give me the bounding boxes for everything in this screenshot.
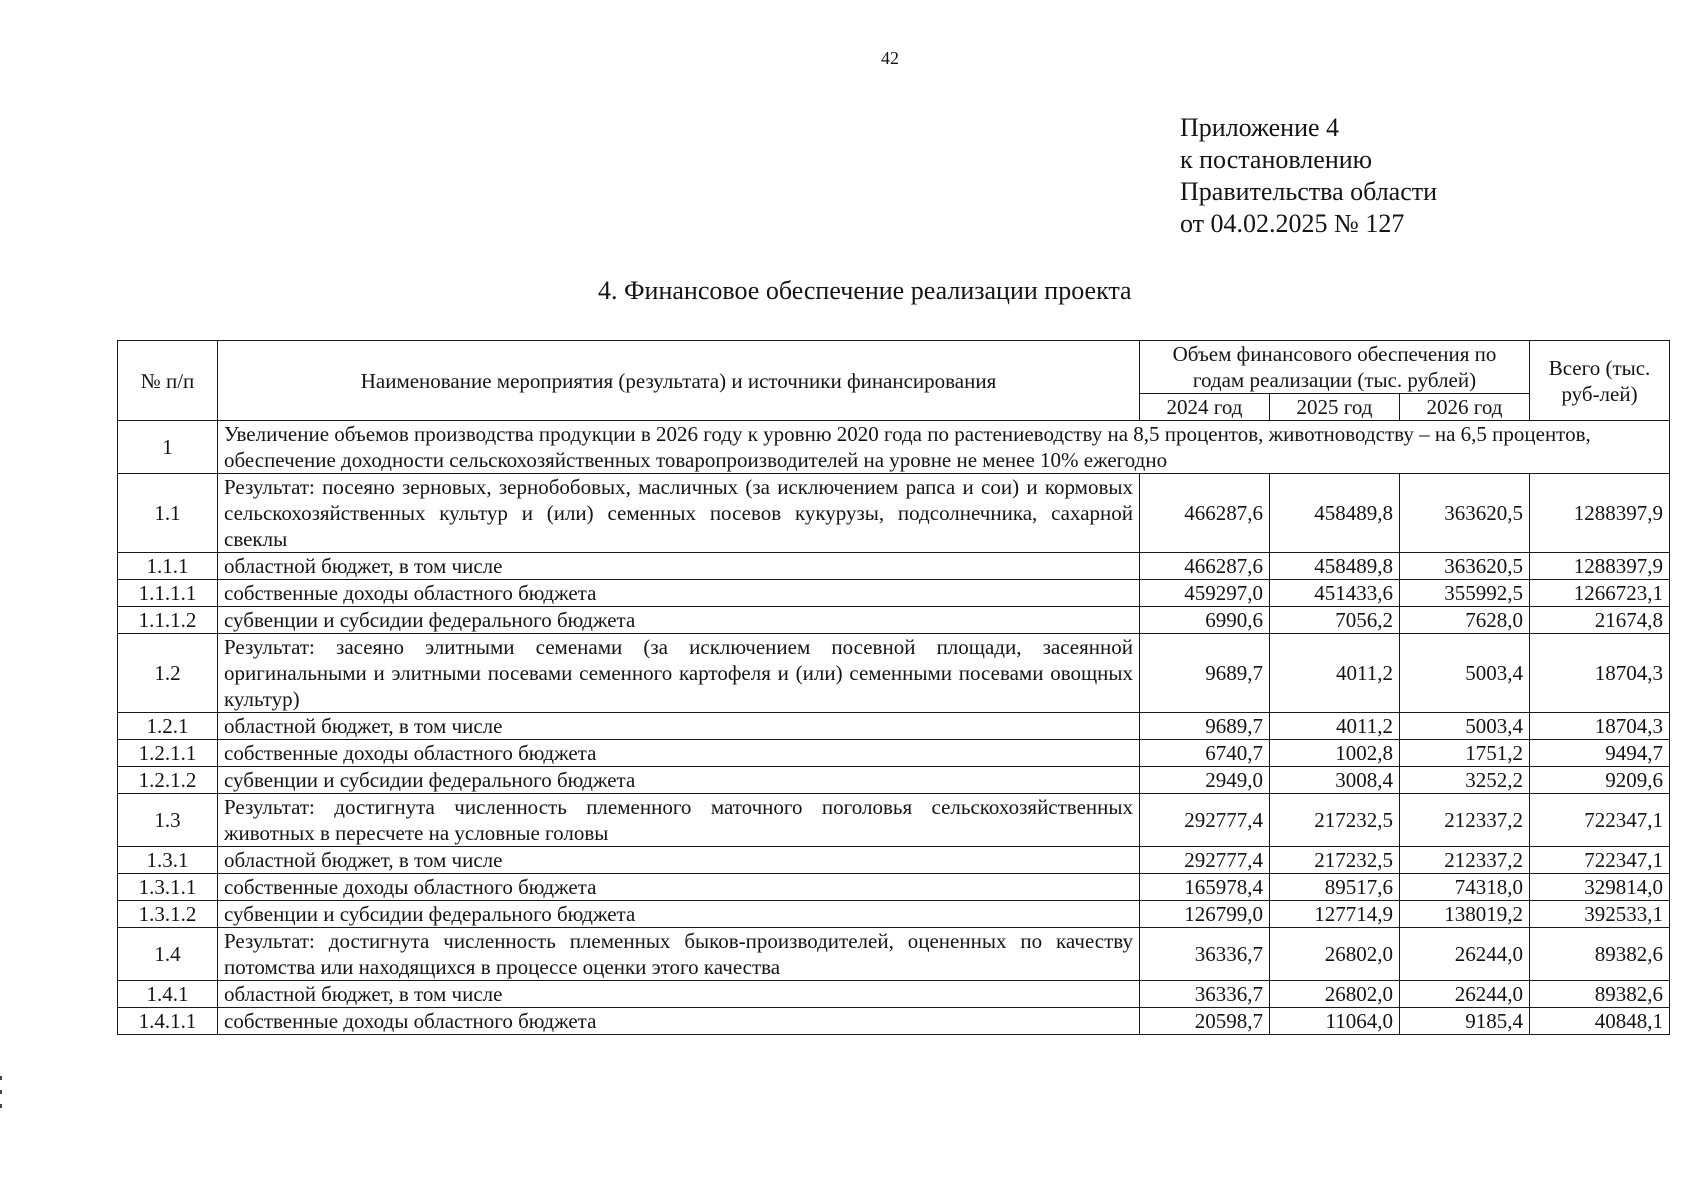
value-total: 18704,3 [1530,713,1670,740]
row-num: 1.1 [118,474,218,553]
value-2025: 1002,8 [1270,740,1400,767]
value-2026: 212337,2 [1400,847,1530,874]
row-name: областной бюджет, в том числе [218,553,1140,580]
value-total: 392533,1 [1530,901,1670,928]
row-name: собственные доходы областного бюджета [218,740,1140,767]
table-row [118,928,1670,981]
value-total: 1288397,9 [1530,553,1670,580]
row-num: 1.4.1 [118,981,218,1008]
row-name: собственные доходы областного бюджета [218,1008,1140,1035]
scan-edge-mark [0,1104,2,1108]
table-row [118,740,1670,767]
header-year-2025: 2025 год [1270,394,1400,421]
appendix-line: Приложение 4 [1180,113,1340,142]
row-name: Результат: достигнута численность племенного маточного поголовья сельскохозяйственных животных в пересчете на условные головы [218,794,1140,847]
value-total: 21674,8 [1530,607,1670,634]
header-year-2026: 2026 год [1400,394,1530,421]
value-total: 329814,0 [1530,874,1670,901]
value-2025: 4011,2 [1270,713,1400,740]
value-2024: 459297,0 [1140,580,1270,607]
row-name: субвенции и субсидии федерального бюджета [218,607,1140,634]
header-volume: Объем финансового обеспечения по годам реализации (тыс. рублей) [1140,341,1530,394]
row-num: 1.4 [118,928,218,981]
table-row [118,767,1670,794]
value-2024: 126799,0 [1140,901,1270,928]
value-2025: 217232,5 [1270,794,1400,847]
row-name: Результат: достигнута численность племенных быков-производителей, оцененных по качеству потомства или находящихся в процессе оценки этого качества [218,928,1140,981]
value-2024: 6990,6 [1140,607,1270,634]
table-row [118,607,1670,634]
appendix-line: к постановлению [1180,145,1373,174]
value-2025: 7056,2 [1270,607,1400,634]
row-name: Результат: засеяно элитными семенами (за исключением посевной площади, засеянной оригинальными и элитными посевами семенного картофеля и (или) семенными посевами овощных культур) [218,634,1140,713]
row-num: 1.3.1.2 [118,901,218,928]
value-2024: 20598,7 [1140,1008,1270,1035]
value-2024: 9689,7 [1140,713,1270,740]
row-num: 1.1.1.2 [118,607,218,634]
value-2024: 292777,4 [1140,794,1270,847]
value-2024: 2949,0 [1140,767,1270,794]
table-row [118,794,1670,847]
table-row [118,713,1670,740]
value-total: 89382,6 [1530,928,1670,981]
row-name: субвенции и субсидии федерального бюджета [218,901,1140,928]
row-name: собственные доходы областного бюджета [218,580,1140,607]
row-name: областной бюджет, в том числе [218,847,1140,874]
row-num: 1.2.1.1 [118,740,218,767]
value-total: 40848,1 [1530,1008,1670,1035]
section-title: 4. Финансовое обеспечение реализации проекта [598,276,1132,305]
value-total: 89382,6 [1530,981,1670,1008]
table-body [118,421,1670,1035]
value-2026: 363620,5 [1400,474,1530,553]
row-name: Результат: посеяно зерновых, зернобобовых, масличных (за исключением рапса и сои) и кормовых сельскохозяйственных культур и (или) семенных посевов кукурузы, подсолнечника, сахарной свеклы [218,474,1140,553]
value-total: 1288397,9 [1530,474,1670,553]
value-2024: 36336,7 [1140,981,1270,1008]
value-2026: 7628,0 [1400,607,1530,634]
value-total: 18704,3 [1530,634,1670,713]
table-row [118,553,1670,580]
value-total: 1266723,1 [1530,580,1670,607]
row-num: 1.2 [118,634,218,713]
value-2026: 5003,4 [1400,713,1530,740]
table-row [118,580,1670,607]
row-name: субвенции и субсидии федерального бюджета [218,767,1140,794]
value-2025: 3008,4 [1270,767,1400,794]
value-2025: 458489,8 [1270,474,1400,553]
value-2026: 3252,2 [1400,767,1530,794]
header-name: Наименование мероприятия (результата) и источники финансирования [218,341,1140,421]
row-name: областной бюджет, в том числе [218,713,1140,740]
value-2026: 26244,0 [1400,928,1530,981]
row-num: 1.3.1.1 [118,874,218,901]
value-2025: 451433,6 [1270,580,1400,607]
row-num: 1.1.1 [118,553,218,580]
table-row [118,1008,1670,1035]
row-name: собственные доходы областного бюджета [218,874,1140,901]
table-row [118,847,1670,874]
value-2024: 6740,7 [1140,740,1270,767]
goal-num: 1 [118,421,218,474]
value-2026: 26244,0 [1400,981,1530,1008]
value-2025: 4011,2 [1270,634,1400,713]
table-row [118,981,1670,1008]
row-num: 1.2.1.2 [118,767,218,794]
row-num: 1.1.1.1 [118,580,218,607]
appendix-line: Правительства области [1180,177,1438,206]
value-2025: 217232,5 [1270,847,1400,874]
value-2025: 127714,9 [1270,901,1400,928]
value-2026: 5003,4 [1400,634,1530,713]
value-2024: 9689,7 [1140,634,1270,713]
value-2026: 138019,2 [1400,901,1530,928]
value-2026: 355992,5 [1400,580,1530,607]
goal-row [118,421,1670,474]
header-num: № п/п [118,341,218,421]
value-2026: 363620,5 [1400,553,1530,580]
appendix-line: от 04.02.2025 № 127 [1180,209,1405,238]
row-num: 1.4.1.1 [118,1008,218,1035]
value-2026: 74318,0 [1400,874,1530,901]
row-num: 1.2.1 [118,713,218,740]
value-2025: 458489,8 [1270,553,1400,580]
value-2024: 466287,6 [1140,474,1270,553]
value-2026: 212337,2 [1400,794,1530,847]
value-2024: 165978,4 [1140,874,1270,901]
table-row [118,634,1670,713]
table-row [118,901,1670,928]
goal-text: Увеличение объемов производства продукции в 2026 году к уровню 2020 года по растениеводству на 8,5 процентов, животноводству – на 6,5 процентов, обеспечение доходности сельскохозяйственных товаропроизводителей на уровне не менее 10% ежегодно [218,421,1670,474]
value-2025: 26802,0 [1270,981,1400,1008]
value-2026: 9185,4 [1400,1008,1530,1035]
value-2026: 1751,2 [1400,740,1530,767]
row-name: областной бюджет, в том числе [218,981,1140,1008]
scan-edge-mark [0,1076,2,1080]
value-total: 9209,6 [1530,767,1670,794]
header-year-2024: 2024 год [1140,394,1270,421]
value-2024: 292777,4 [1140,847,1270,874]
scan-edge-mark [0,1090,2,1094]
financing-table [117,340,1670,1035]
value-2024: 466287,6 [1140,553,1270,580]
value-total: 722347,1 [1530,847,1670,874]
value-2025: 26802,0 [1270,928,1400,981]
row-num: 1.3.1 [118,847,218,874]
value-2024: 36336,7 [1140,928,1270,981]
header-total: Всего (тыс. руб-лей) [1530,341,1670,421]
row-num: 1.3 [118,794,218,847]
page-number: 42 [881,48,899,68]
table-row [118,474,1670,553]
value-2025: 11064,0 [1270,1008,1400,1035]
value-total: 722347,1 [1530,794,1670,847]
table-row [118,874,1670,901]
appendix-block [1180,112,1437,240]
value-2025: 89517,6 [1270,874,1400,901]
value-total: 9494,7 [1530,740,1670,767]
table-header [118,341,1670,421]
